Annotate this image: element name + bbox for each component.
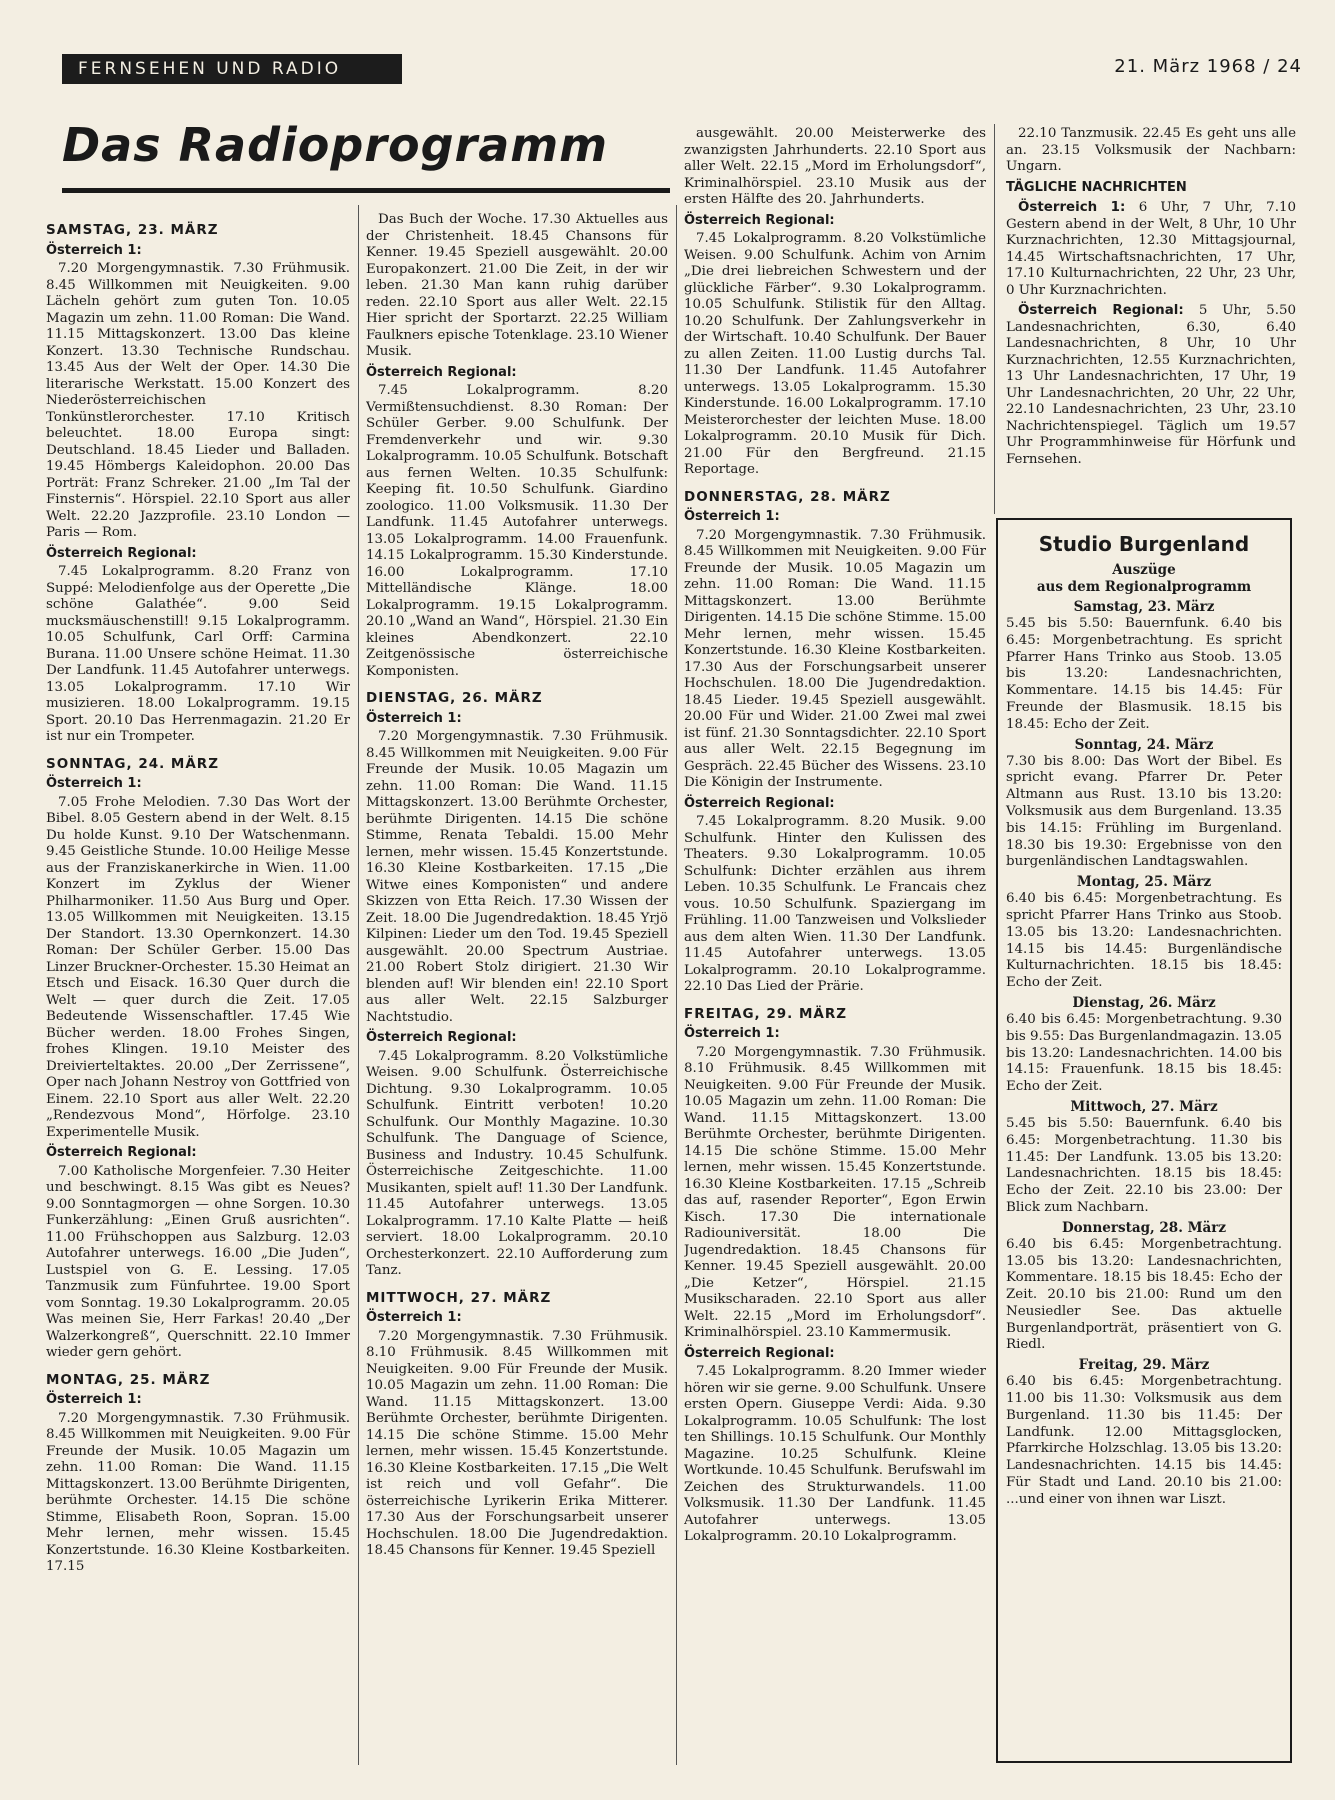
- box-day-heading: Montag, 25. März: [1076, 874, 1212, 891]
- issue-date-page: 21. März 1968 / 24: [1114, 56, 1302, 77]
- program-listing: 7.20 Morgengymnastik. 7.30 Frühmusik. 8.10 Frühmusik. 8.45 Willkommen mit Neuigkeiten. 9.00 Für Freunde der Musik. 10.05 Magazin um zehn. 11.00 Roman: Die Wand. 11.15 Mittagskonzert. 13.00 Berühmte Orchester, berühmte Dirigenten. 14.15 Die schöne Stimme. 15.00 Mehr lernen, mehr wissen. 15.45 Konzertstunde. 16.30 Kleine Kostbarkeiten. 17.15 „Die Welt ist reich und voll Gefahr“. Die österreichische Lyrikerin Erika Mitterer. 17.30 Aus der Forschungsarbeit unserer Hochschulen. 18.00 Die Jugendredaktion. 18.45 Chansons für Kenner. 19.45 Speziell: [366, 1328, 668, 1558]
- program-listing: 7.45 Lokalprogramm. 8.20 Volkstümliche Weisen. 9.00 Schulfunk. Österreichische Dichtung. 9.30 Lokalprogramm. 10.05 Schulfunk. Eintritt verboten! 10.20 Schulfunk. Our Monthly Magazine. 10.30 Schulfunk. The Danguage of Science, Business and Industry. 10.45 Schulfunk. Österreichische Zeitgeschichte. 11.00 Musikanten, spielt auf! 11.30 Der Landfunk. 11.45 Autofahrer unterwegs. 13.05 Lokalprogramm. 17.10 Kalte Platte — heiß serviert. 18.00 Lokalprogramm. 20.10 Orchesterkonzert. 22.10 Aufforderung zum Tanz.: [366, 1048, 668, 1278]
- box-day-listing: 5.45 bis 5.50: Bauernfunk. 6.40 bis 6.45: Morgenbetrachtung. 11.30 bis 11.45: Der Landfunk. 13.05 bis 13.20: Landesnachrichten. 18.15 bis 18.45: Echo der Zeit. 22.10 bis 23.00: Der Blick zum Nachbarn.: [1006, 1115, 1282, 1215]
- program-column-2: [366, 212, 668, 1767]
- news-times: 5 Uhr, 5.50 Landesnachrichten, 6.30, 6.40 Landesnachrichten, 8 Uhr, 10 Uhr Kurznachrichten, 12.55 Kurznachrichten, 13 Uhr Landesnachrichten, 17 Uhr, 19 Uhr Landesnachrichten, 20 Uhr, 22 Uhr, 22.10 Landesnachrichten, 23 Uhr, 23.10 Nachrichtenspiegel. Täglich um 19.57 Uhr Programmhinweise für Hörfunk und Fernsehen.: [1006, 303, 1296, 467]
- box-day-list: [1006, 599, 1282, 1509]
- day-heading: DONNERSTAG, 28. MÄRZ: [684, 488, 891, 505]
- masthead: [62, 54, 1302, 86]
- news-times: 6 Uhr, 7 Uhr, 7.10 Gestern abend in der Welt, 8 Uhr, 10 Uhr Kurznachrichten, 12.30 Mittagsjournal, 14.45 Wirtschaftsnachrichten, 17 Uhr, 17.10 Kulturnachrichten, 22 Uhr, 23 Uhr, 0 Uhr Kurznachrichten.: [1006, 200, 1296, 298]
- program-column-4: [1006, 126, 1296, 516]
- day-heading: MITTWOCH, 27. MÄRZ: [366, 1289, 552, 1306]
- box-day-listing: 7.30 bis 8.00: Das Wort der Bibel. Es spricht evang. Pfarrer Dr. Peter Altmann aus Rust. 13.10 bis 13.20: Volksmusik aus dem Burgenland. 13.35 bis 14.15: Frühling im Burgenland. 18.30 bis 19.30: Ergebnisse von den burgenländischen Landtagswahlen.: [1006, 753, 1282, 870]
- box-day-listing: 5.45 bis 5.50: Bauernfunk. 6.40 bis 6.45: Morgenbetrachtung. Es spricht Pfarrer Hans Trinko aus Stoob. 13.05 bis 13.20: Landesnachrichten, Kommentare. 14.15 bis 14.45: Für Freunde der Blasmusik. 18.15 bis 18.45: Echo der Zeit.: [1006, 616, 1282, 732]
- station-heading: Österreich Regional:: [46, 545, 197, 561]
- box-day-heading: Freitag, 29. März: [1078, 1357, 1210, 1374]
- box-day-heading: Mittwoch, 27. März: [1070, 1098, 1218, 1115]
- box-day-listing: 6.40 bis 6.45: Morgenbetrachtung. 11.00 bis 11.30: Volksmusik aus dem Burgenland. 11.30 bis 11.45: Der Landfunk. 12.00 Mittagsglocken, Pfarrkirche Holzschlag. 13.05 bis 13.20: Landesnachrichten. 14.15 bis 14.45: Für Stadt und Land. 20.10 bis 21.00: ...und einer von ihnen war Liszt.: [1006, 1374, 1282, 1507]
- station-heading: Österreich Regional:: [684, 1345, 835, 1361]
- station-heading: Österreich 1:: [46, 776, 142, 791]
- news-paragraph: [1006, 303, 1296, 468]
- box-day-listing: 6.40 bis 6.45: Morgenbetrachtung. 13.05 bis 13.20: Landesnachrichten, Kommentare. 18.15 bis 18.45: Echo der Zeit. 20.10 bis 21.00: Rund um den Neusiedler See. Das aktuelle Burgenlandporträt, präsentiert von G. Riedl.: [1006, 1236, 1282, 1353]
- station-heading: Österreich Regional:: [366, 364, 517, 380]
- program-listing: 7.45 Lokalprogramm. 8.20 Musik. 9.00 Schulfunk. Hinter den Kulissen des Theaters. 9.30 Lokalprogramm. 10.05 Schulfunk: Dichter erzählen aus ihrem Leben. 10.35 Schulfunk. Le Francais chez vous. 10.50 Schulfunk. Spaziergang im Frühling. 11.00 Tanzweisen und Volkslieder aus dem alten Wien. 11.30 Der Landfunk. 11.45 Autofahrer unterwegs. 13.05 Lokalprogramm. 20.10 Lokalprogramme. 22.10 Das Lied der Prärie.: [684, 814, 986, 994]
- box-day-heading: Sonntag, 24. März: [1074, 736, 1214, 753]
- program-listing: 7.45 Lokalprogramm. 8.20 Immer wieder hören wir sie gerne. 9.00 Schulfunk. Unsere ersten Opern. Giuseppe Verdi: Aida. 9.30 Lokalprogramm. 10.05 Schulfunk: The lost ten Shillings. 10.15 Schulfunk. Our Monthly Magazine. 10.25 Schulfunk. Kleine Wortkunde. 10.45 Schulfunk. Berufswahl im Zeichen des Strukturwandels. 11.00 Volksmusik. 11.30 Der Landfunk. 11.45 Autofahrer unterwegs. 13.05 Lokalprogramm. 20.10 Lokalprogramm.: [684, 1364, 986, 1544]
- station-heading: TÄGLICHE NACHRICHTEN: [1006, 179, 1187, 195]
- program-listing: 7.05 Frohe Melodien. 7.30 Das Wort der Bibel. 8.05 Gestern abend in der Welt. 8.15 Du holde Kunst. 9.10 Der Watschenmann. 9.45 Geistliche Stunde. 10.00 Heilige Messe aus der Franziskanerkirche in Wien. 11.00 Konzert im Zyklus der Wiener Philharmoniker. 11.50 Aus Burg und Oper. 13.05 Willkommen mit Neuigkeiten. 13.15 Der Standort. 13.30 Opernkonzert. 14.30 Roman: Der Schüler Gerber. 15.00 Das Linzer Bruckner-Orchester. 15.30 Heimat an Etsch und Eisack. 16.30 Quer durch die Welt — quer durch die Zeit. 17.05 Bedeutende Wissenschaftler. 17.45 Wie Bücher werden. 18.00 Frohes Singen, frohes Klingen. 19.10 Meister des Dreivierteltaktes. 20.00 „Der Zerrissene“, Oper nach Johann Nestroy von Gottfried von Einem. 22.10 Sport aus aller Welt. 22.20 „Rendezvous Mond“, Hörfolge. 23.10 Experimentelle Musik.: [46, 794, 350, 1140]
- program-listing: 7.20 Morgengymnastik. 7.30 Frühmusik. 8.45 Willkommen mit Neuigkeiten. 9.00 Für Freunde der Musik. 10.05 Magazin um zehn. 11.00 Roman: Die Wand. 11.15 Mittagskonzert. 13.00 Berühmte Dirigenten. 14.15 Die schöne Stimme. 15.00 Mehr lernen, mehr wissen. 15.45 Konzertstunde. 16.30 Kleine Kostbarkeiten. 17.30 Aus der Forschungsarbeit unserer Hochschulen. 18.00 Die Jugendredaktion. 18.45 Lieder. 19.45 Speziell ausgewählt. 20.00 Für und Wider. 21.00 Zwei mal zwei ist fünf. 21.30 Sonntagsdichter. 22.10 Sport aus aller Welt. 22.15 Begegnung im Gespräch. 22.45 Bücher des Wissens. 23.10 Die Königin der Instrumente.: [684, 527, 986, 790]
- program-listing: ausgewählt. 20.00 Meisterwerke des zwanzigsten Jahrhunderts. 22.10 Sport aus aller Welt. 22.15 „Mord im Erholungsdorf“, Kriminalhörspiel. 23.10 Musik aus der ersten Hälfte des 20. Jahrhunderts.: [684, 126, 986, 207]
- station-heading: Österreich 1:: [366, 1310, 462, 1325]
- station-heading: Österreich 1:: [684, 1026, 780, 1041]
- program-listing: 7.20 Morgengymnastik. 7.30 Frühmusik. 8.45 Willkommen mit Neuigkeiten. 9.00 Für Freunde der Musik. 10.05 Magazin um zehn. 11.00 Roman: Die Wand. 11.15 Mittagskonzert. 13.00 Berühmte Dirigenten, berühmte Orchester. 14.15 Die schöne Stimme, Elisabeth Roon, Sopran. 15.00 Mehr lernen, mehr wissen. 15.45 Konzertstunde. 16.30 Kleine Kostbarkeiten. 17.15: [46, 1410, 350, 1574]
- station-heading: Österreich Regional:: [46, 1145, 197, 1160]
- station-label: Österreich Regional:: [1018, 303, 1199, 318]
- box-day-listing: 6.40 bis 6.45: Morgenbetrachtung. 9.30 bis 9.55: Das Burgenlandmagazin. 13.05 bis 13.20: Landesnachrichten. 14.00 bis 14.15: Frauenfunk. 18.15 bis 18.45: Echo der Zeit.: [1006, 1011, 1282, 1095]
- box-day-heading: Samstag, 23. März: [1073, 599, 1215, 615]
- program-listing: 7.20 Morgengymnastik. 7.30 Frühmusik. 8.45 Willkommen mit Neuigkeiten. 9.00 Lächeln gehört zum guten Ton. 10.05 Magazin um zehn. 11.00 Roman: Die Wand. 11.15 Mittagskonzert. 13.00 Das kleine Konzert. 13.30 Technische Rundschau. 13.45 Aus der Welt der Oper. 14.30 Die literarische Werkstatt. 15.00 Konzert des Niederösterreichischen Tonkünstlerorchester. 17.10 Kritisch beleuchtet. 18.00 Europa singt: Deutschland. 18.45 Lieder und Balladen. 19.45 Hömbergs Kaleidophon. 20.00 Das Porträt: Franz Schreker. 21.00 „Im Tal der Finsternis“. Hörspiel. 22.10 Sport aus aller Welt. 22.20 Jazzprofile. 23.10 London — Paris — Rom.: [46, 261, 350, 540]
- station-heading: Österreich Regional:: [366, 1030, 517, 1045]
- program-listing: 7.45 Lokalprogramm. 8.20 Volkstümliche Weisen. 9.00 Schulfunk. Achim von Arnim „Die drei liebreichen Schwestern und der glückliche Färber“. 9.30 Lokalprogramm. 10.05 Schulfunk. Stilistik für den Alltag. 10.20 Schulfunk. Der Zahlungsverkehr in der Wirtschaft. 10.40 Schulfunk. Der Bauer zu allen Zeiten. 11.00 Lustig durchs Tal. 11.30 Der Landfunk. 11.45 Autofahrer unterwegs. 13.05 Lokalprogramm. 15.30 Kinderstunde. 16.00 Lokalprogramm. 17.10 Meisterorchester der leichten Muse. 18.00 Lokalprogramm. 20.10 Musik für Dich. 21.00 Für den Bergfreund. 21.15 Reportage.: [684, 231, 986, 477]
- headline-rule: [62, 188, 670, 193]
- box-day-listing: 6.40 bis 6.45: Morgenbetrachtung. Es spricht Pfarrer Hans Trinko aus Stoob. 13.05 bis 13.20: Landesnachrichten. 14.15 bis 14.45: Burgenländische Kulturnachrichten. 18.15 bis 18.45: Echo der Zeit.: [1006, 891, 1282, 991]
- program-listing: 7.45 Lokalprogramm. 8.20 Vermißtensuchdienst. 8.30 Roman: Der Schüler Gerber. 9.00 Schulfunk. Der Fremdenverkehr und wir. 9.30 Lokalprogramm. 10.05 Schulfunk. Botschaft aus fernen Welten. 10.35 Schulfunk: Keeping fit. 10.50 Schulfunk. Giardino zoologico. 11.00 Volksmusik. 11.30 Der Landfunk. 11.45 Autofahrer unterwegs. 13.05 Lokalprogramm. 14.00 Frauenfunk. 14.15 Lokalprogramm. 15.30 Kinderstunde. 16.00 Lokalprogramm. 17.10 Mittelländische Klänge. 18.00 Lokalprogramm. 19.15 Lokalprogramm. 20.10 „Wand an Wand“, Hörspiel. 21.30 Ein kleines Abendkonzert. 22.10 Zeitgenössische österreichische Komponisten.: [366, 383, 668, 679]
- page-headline: Das Radioprogramm: [62, 118, 609, 172]
- day-heading: MONTAG, 25. MÄRZ: [46, 1371, 211, 1388]
- program-listing: Das Buch der Woche. 17.30 Aktuelles aus der Christenheit. 18.45 Chansons für Kenner. 19.45 Speziell ausgewählt. 20.00 Europakonzert. 21.00 Die Zeit, in der wir leben. 21.30 Man kann ruhig darüber reden. 22.10 Sport aus aller Welt. 22.15 Hier spricht der Sportarzt. 22.25 William Faulkners epische Totenklage. 23.10 Wiener Musik.: [366, 212, 668, 359]
- column-divider: [358, 205, 359, 1765]
- station-heading: Österreich 1:: [46, 1392, 142, 1407]
- program-listing: 7.00 Katholische Morgenfeier. 7.30 Heiter und beschwingt. 8.15 Was gibt es Neues? 9.00 Sonntagmorgen — ohne Sorgen. 10.30 Funkerzählung: „Einen Gruß ausrichten“. 11.00 Frühschoppen aus Salzburg. 12.03 Autofahrer unterwegs. 16.00 „Die Juden“, Lustspiel von G. E. Lessing. 17.05 Tanzmusik zum Fünfuhrtee. 19.00 Sport vom Sonntag. 19.30 Lokalprogramm. 20.05 Was meinen Sie, Herr Farkas! 20.40 „Der Walzerkongreß“, Querschnitt. 22.10 Immer wieder gern gehört.: [46, 1163, 350, 1360]
- station-label: Österreich 1:: [1018, 200, 1139, 215]
- box-title: Studio Burgenland: [1038, 532, 1250, 556]
- studio-burgenland-box: [996, 518, 1292, 1763]
- day-heading: SONNTAG, 24. MÄRZ: [46, 755, 219, 772]
- station-heading: Österreich Regional:: [684, 795, 835, 811]
- box-day-heading: Dienstag, 26. März: [1072, 994, 1216, 1011]
- day-heading: DIENSTAG, 26. MÄRZ: [366, 690, 543, 706]
- section-label: FERNSEHEN UND RADIO: [62, 54, 402, 84]
- news-paragraph: [1006, 200, 1296, 299]
- box-subtitle: aus dem Regionalprogramm: [1036, 579, 1252, 595]
- day-heading: FREITAG, 29. MÄRZ: [684, 1005, 848, 1022]
- program-listing: 7.20 Morgengymnastik. 7.30 Frühmusik. 8.45 Willkommen mit Neuigkeiten. 9.00 Für Freunde der Musik. 10.05 Magazin um zehn. 11.00 Roman: Die Wand. 11.15 Mittagskonzert. 13.00 Berühmte Orchester, berühmte Dirigenten. 14.15 Die schöne Stimme, Renata Tebaldi. 15.00 Mehr lernen, mehr wissen. 15.45 Konzertstunde. 16.30 Kleine Kostbarkeiten. 17.15 „Die Witwe eines Komponisten“ und andere Skizzen von Etta Reich. 17.30 Wissen der Zeit. 18.00 Die Jugendredaktion. 18.45 Yrjö Kilpinen: Lieder um den Tod. 19.45 Speziell ausgewählt. 20.00 Spectrum Austriae. 21.00 Robert Stolz dirigiert. 21.30 Wir blenden auf! Wir blenden ein! 22.10 Sport aus aller Welt. 22.15 Salzburger Nachtstudio.: [366, 729, 668, 1025]
- program-listing: 7.45 Lokalprogramm. 8.20 Franz von Suppé: Melodienfolge aus der Operette „Die schöne Galathée“. 9.00 Seid mucksmäuschenstill! 9.15 Lokalprogramm. 10.05 Schulfunk, Carl Orff: Carmina Burana. 11.00 Unsere schöne Heimat. 11.30 Der Landfunk. 11.45 Autofahrer unterwegs. 13.05 Lokalprogramm. 17.10 Wir musizieren. 18.00 Lokalprogramm. 19.15 Sport. 20.10 Das Herrenmagazin. 21.20 Er ist nur ein Trompeter.: [46, 564, 350, 744]
- column-divider: [676, 205, 677, 1765]
- program-column-1: [46, 212, 350, 1767]
- program-listing: 22.10 Tanzmusik. 22.45 Es geht uns alle an. 23.15 Volksmusik der Nachbarn: Ungarn.: [1006, 126, 1296, 174]
- program-listing: 7.20 Morgengymnastik. 7.30 Frühmusik. 8.10 Frühmusik. 8.45 Willkommen mit Neuigkeiten. 9.00 Für Freunde der Musik. 10.05 Magazin um zehn. 11.00 Roman: Die Wand. 11.15 Mittagskonzert. 13.00 Berühmte Orchester, berühmte Dirigenten. 14.15 Die schöne Stimme. 15.00 Mehr lernen, mehr wissen. 15.45 Konzertstunde. 16.30 Kleine Kostbarkeiten. 17.15 „Schreib das auf, rasender Reporter“, Egon Erwin Kisch. 17.30 Die internationale Radiouniversität. 18.00 Die Jugendredaktion. 18.45 Chansons für Kenner. 19.45 Speziell ausgewählt. 20.00 „Die Ketzer“, Hörspiel. 21.15 Musikscharaden. 22.10 Sport aus aller Welt. 22.15 „Mord im Erholungsdorf“. Kriminalhörspiel. 23.10 Kammermusik.: [684, 1044, 986, 1340]
- box-subtitle: Auszüge: [1112, 562, 1176, 578]
- column-divider: [994, 124, 995, 514]
- station-heading: Österreich 1:: [684, 509, 780, 524]
- station-heading: Österreich 1:: [366, 710, 462, 726]
- program-column-3: [684, 126, 986, 1766]
- station-heading: Österreich 1:: [46, 242, 142, 258]
- box-day-heading: Donnerstag, 28. März: [1061, 1219, 1227, 1236]
- day-heading: SAMSTAG, 23. MÄRZ: [46, 222, 219, 238]
- station-heading: Österreich Regional:: [684, 212, 835, 228]
